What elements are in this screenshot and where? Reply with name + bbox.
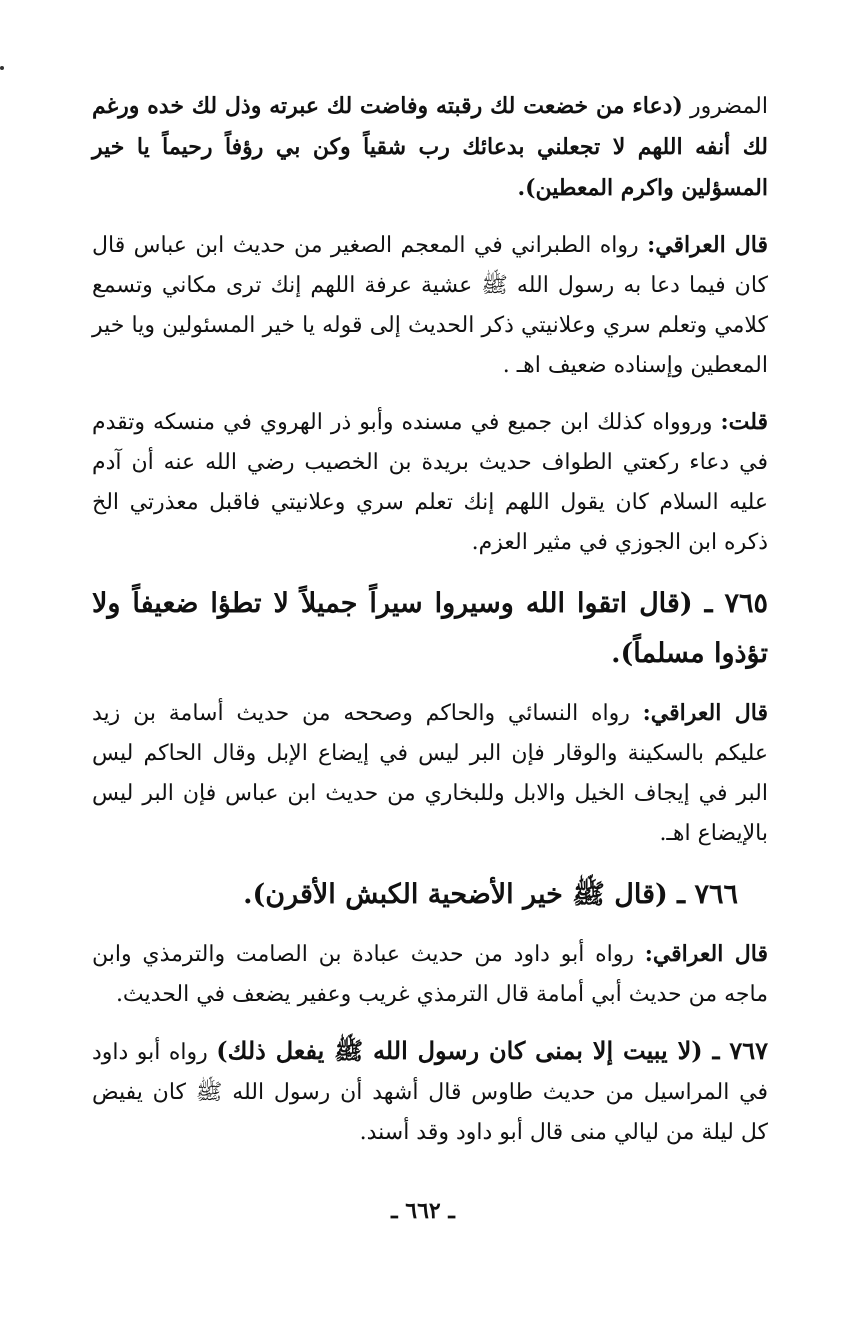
- hadith-766-heading: [92, 870, 768, 920]
- paragraph-2-text: رواه الطبراني في المعجم الصغير من حديث ابن عباس قال كان فيما دعا به رسول الله ﷺ عشية عرفة اللهم إنك ترى مكاني وتسمع كلامي وتعلم سري وعلانيتي ذكر الحديث إلى قوله يا خير المسئولين ويا خير المعطين وإسناده ضعيف اهـ .: [92, 233, 768, 378]
- paragraph-5-text: رواه أبو داود من حديث عبادة بن الصامت والترمذي وابن ماجه من حديث أبي أمامة قال الترمذي غريب وعفير يضعف في الحديث.: [92, 942, 768, 1007]
- paragraph-4-text: رواه النسائي والحاكم وصححه من حديث أسامة بن زيد عليكم بالسكينة والوقار فإن البر ليس في إيضاع الإبل وقال الحاكم ليس البر في إيجاف الخيل والابل وللبخاري من حديث ابن عباس فإن البر ليس بالإيضاع اهـ.: [92, 701, 768, 846]
- paragraph-4-label: قال العراقي:: [642, 700, 768, 726]
- paragraph-5: [92, 934, 768, 1015]
- paragraph-6: [92, 1031, 768, 1153]
- hadith-765-heading: [92, 579, 768, 679]
- hadith-767-text: رواه أبو داود في المراسيل من حديث طاوس قال أشهد أن رسول الله ﷺ كان يفيض كل ليلة من ليالي منى قال أبو داود وقد أسند.: [92, 1040, 768, 1145]
- paragraph-3: [92, 402, 768, 563]
- page-body: [92, 86, 768, 1169]
- paragraph-3-label: قلت:: [720, 409, 768, 435]
- paragraph-1-text: المضرور: [682, 94, 768, 119]
- margin-mark: [0, 66, 4, 70]
- hadith-766-text: (قال ﷺ خير الأضحية الكبش الأقرن).: [243, 879, 678, 910]
- paragraph-1-quote: (دعاء من خضعت لك رقبته وفاضت لك عبرته وذل لك خده ورغم لك أنفه اللهم لا تجعلني بدعائك رب شقياً وكن بي رؤفاً رحيماً يا خير المسؤلين واكرم المعطين).: [92, 93, 768, 201]
- hadith-765-number: ٧٦٥ ـ: [704, 588, 768, 619]
- paragraph-4: [92, 693, 768, 854]
- paragraph-2-label: قال العراقي:: [647, 232, 768, 258]
- hadith-767-number: ٧٦٧ ـ: [712, 1036, 769, 1065]
- hadith-765-text: (قال اتقوا الله وسيروا سيراً جميلاً لا تطؤا ضعيفاً ولا تؤذوا مسلماً).: [92, 588, 768, 669]
- paragraph-1: [92, 86, 768, 209]
- paragraph-2: [92, 225, 768, 386]
- hadith-766-number: ٧٦٦ ـ: [677, 879, 738, 910]
- paragraph-3-text: وروواه كذلك ابن جميع في مسنده وأبو ذر الهروي في منسكه وتقدم في دعاء ركعتي الطواف حديث بريدة بن الخصيب رضي الله عنه أن آدم عليه السلام كان يقول اللهم إنك تعلم سري وعلانيتي فاقبل معذرتي الخ ذكره ابن الجوزي في مثير العزم.: [92, 410, 768, 555]
- page-number: ـ ٦٦٢ ـ: [391, 1198, 455, 1224]
- hadith-767-quote: (لا يبيت إلا بمنى كان رسول الله ﷺ يفعل ذلك): [216, 1036, 713, 1065]
- paragraph-5-label: قال العراقي:: [644, 941, 768, 967]
